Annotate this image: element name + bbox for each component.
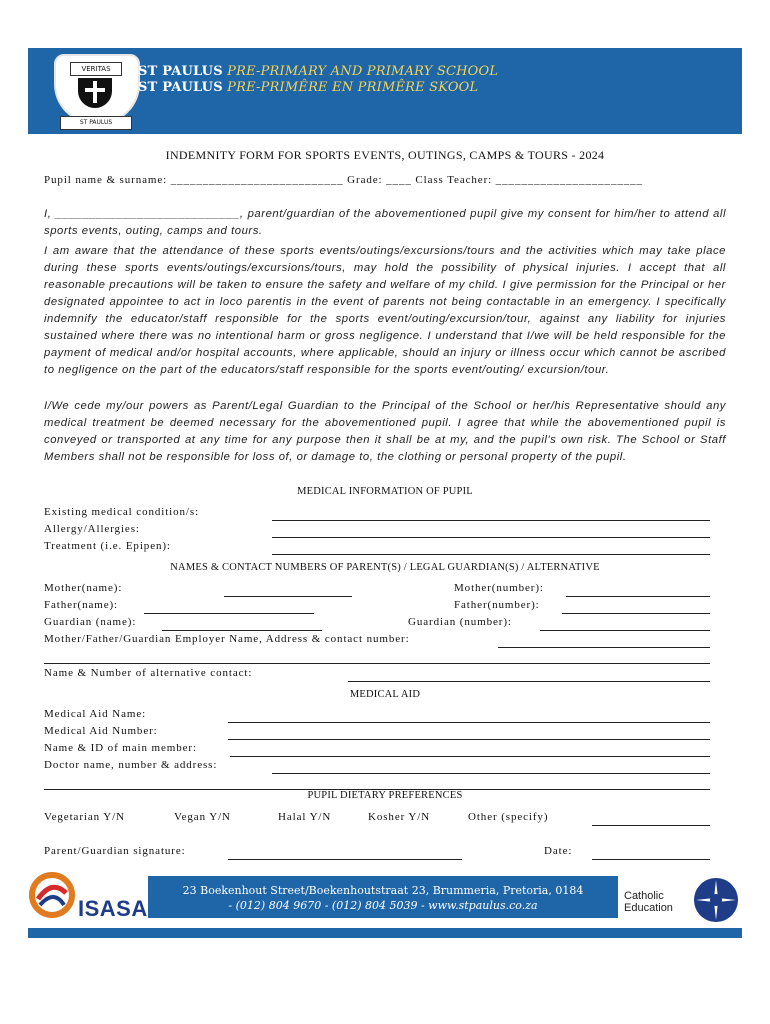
school-address: 23 Boekenhout Street/Boekenhoutstraat 23, Brummeria, Pretoria, 0184 bbox=[182, 884, 584, 897]
father-number-label: Father(number): bbox=[454, 599, 540, 611]
form-title: INDEMNITY FORM FOR SPORTS EVENTS, OUTINGS, CAMPS & TOURS - 2024 bbox=[165, 148, 605, 162]
doctor-field[interactable] bbox=[272, 773, 710, 774]
medical-aid-heading: MEDICAL AID bbox=[349, 689, 421, 700]
existing-condition-field[interactable] bbox=[272, 520, 710, 521]
alternative-contact-label: Name & Number of alternative contact: bbox=[44, 667, 253, 679]
catholic-education-label: Catholic Education bbox=[624, 890, 673, 914]
alternative-contact-field[interactable] bbox=[348, 681, 710, 682]
employer-label: Mother/Father/Guardian Employer Name, Address & contact number: bbox=[44, 633, 410, 645]
signature-label: Parent/Guardian signature: bbox=[44, 845, 186, 857]
other-diet-field[interactable] bbox=[592, 825, 710, 826]
awareness-paragraph: I am aware that the attendance of these sports events/outings/excursions/tours and the activities which may take place during these sports events/outings/excursions/tours, may hold the possibility of physical injuries. I accept that all reasonable precautions will be taken to ensure the safety and welfare of my child. I give permission for the Principal or her designated appointee to act in loco parentis in the event of parents not being contactable in an emergency. I specifically indemnify the educator/staff responsible for the sports event/outing/excursion/tour, against any liability for injuries sustained where there was no intentional harm or gross negligence. I understand that I/we will be held responsible for the payment of medical and/or hospital accounts, where applicable, should an injury or illness occur which cannot be ascribed to negligence on the part of the educators/staff responsible for the sports event/outing/ excursion/tour. bbox=[44, 245, 726, 376]
medical-info-heading: MEDICAL INFORMATION OF PUPIL bbox=[297, 486, 473, 497]
guardian-number-label: Guardian (number): bbox=[408, 616, 512, 628]
footer-contact-bar bbox=[148, 876, 618, 918]
mother-number-field[interactable] bbox=[566, 596, 710, 597]
main-member-label: Name & ID of main member: bbox=[44, 742, 197, 754]
medical-aid-number-field[interactable] bbox=[228, 739, 710, 740]
isasa-wordmark: ISASA bbox=[78, 896, 148, 921]
kosher-option[interactable]: Kosher Y/N bbox=[368, 811, 431, 823]
employer-field-line-2[interactable] bbox=[44, 663, 710, 664]
pupil-details-line[interactable]: Pupil name & surname: ___________________________ Grade: ____ Class Teacher: _______________________ bbox=[44, 174, 643, 186]
consent-paragraph: I, ___________________________, parent/guardian of the abovementioned pupil give my consent for him/her to attend all sports events, outing, camps and tours. bbox=[44, 208, 726, 237]
other-diet-label: Other (specify) bbox=[468, 811, 549, 823]
employer-field[interactable] bbox=[498, 647, 710, 648]
mother-number-label: Mother(number): bbox=[454, 582, 544, 594]
father-name-label: Father(name): bbox=[44, 599, 119, 611]
existing-condition-label: Existing medical condition/s: bbox=[44, 506, 200, 518]
guardian-name-label: Guardian (name): bbox=[44, 616, 137, 628]
father-name-field[interactable] bbox=[144, 613, 314, 614]
date-field[interactable] bbox=[592, 859, 710, 860]
date-label: Date: bbox=[544, 845, 573, 857]
allergies-label: Allergy/Allergies: bbox=[44, 523, 140, 535]
guardian-number-field[interactable] bbox=[540, 630, 710, 631]
mother-name-label: Mother(name): bbox=[44, 582, 123, 594]
isasa-emblem-icon bbox=[28, 871, 76, 919]
crest-shield-icon bbox=[78, 78, 112, 108]
medical-aid-number-label: Medical Aid Number: bbox=[44, 725, 158, 737]
vegan-option[interactable]: Vegan Y/N bbox=[174, 811, 231, 823]
treatment-label: Treatment (i.e. Epipen): bbox=[44, 540, 171, 552]
crest-motto: VERITAS bbox=[70, 62, 122, 76]
medical-aid-name-field[interactable] bbox=[228, 722, 710, 723]
guardian-name-field[interactable] bbox=[162, 630, 322, 631]
diet-heading: PUPIL DIETARY PREFERENCES bbox=[307, 790, 463, 801]
isasa-logo bbox=[28, 871, 146, 923]
header-banner bbox=[28, 48, 742, 134]
contacts-heading: NAMES & CONTACT NUMBERS OF PARENT(S) / LEGAL GUARDIAN(S) / ALTERNATIVE bbox=[170, 562, 600, 573]
halal-option[interactable]: Halal Y/N bbox=[278, 811, 332, 823]
vegetarian-option[interactable]: Vegetarian Y/N bbox=[44, 811, 125, 823]
school-title-english: ST PAULUS PRE-PRIMARY AND PRIMARY SCHOOL bbox=[138, 64, 499, 79]
indemnity-form-page bbox=[28, 48, 742, 940]
medical-aid-name-label: Medical Aid Name: bbox=[44, 708, 147, 720]
school-contact-details: - (012) 804 9670 - (012) 804 5039 - www.stpaulus.co.za bbox=[228, 899, 538, 912]
school-title-afrikaans: ST PAULUS PRE-PRIMÊRE EN PRIMÊRE SKOOL bbox=[138, 80, 479, 95]
father-number-field[interactable] bbox=[562, 613, 710, 614]
allergies-field[interactable] bbox=[272, 537, 710, 538]
mother-name-field[interactable] bbox=[224, 596, 352, 597]
treatment-field[interactable] bbox=[272, 554, 710, 555]
main-member-field[interactable] bbox=[230, 756, 710, 757]
crest-ribbon: ST PAULUS bbox=[60, 116, 132, 130]
footer-stripe bbox=[28, 928, 742, 938]
catholic-education-emblem-icon bbox=[692, 876, 740, 924]
cede-powers-paragraph: I/We cede my/our powers as Parent/Legal Guardian to the Principal of the School or her/his Representative should any medical treatment be deemed necessary for the abovementioned pupil. I agree that while the abovementioned pupil is conveyed or transported at any time for any purpose then it shall be at my, and the pupil's own risk. The School or Staff Members shall not be responsible for loss of, or damage to, the clothing or personal property of the pupil. bbox=[44, 400, 726, 463]
doctor-label: Doctor name, number & address: bbox=[44, 759, 218, 771]
signature-field[interactable] bbox=[228, 859, 462, 860]
school-crest-logo bbox=[46, 54, 144, 130]
